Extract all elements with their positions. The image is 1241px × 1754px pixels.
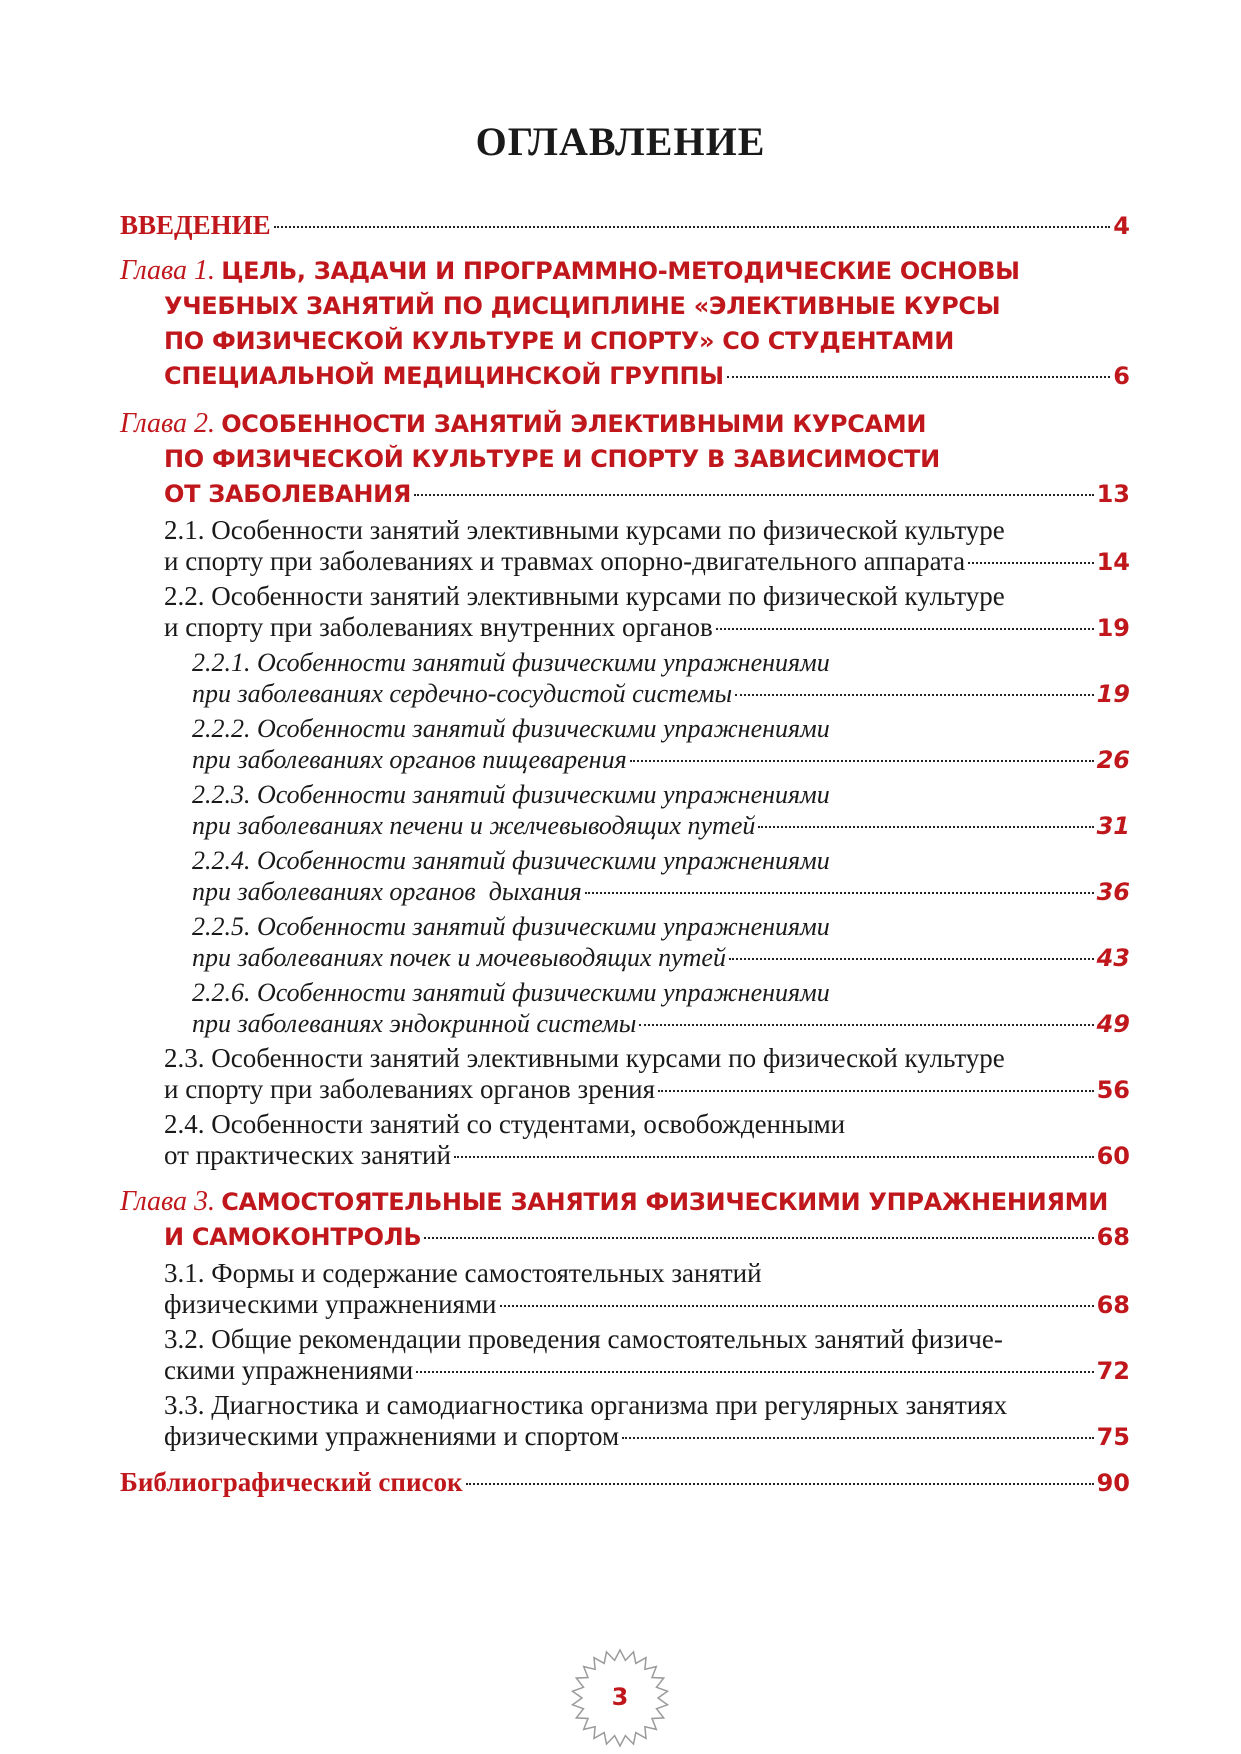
toc-page-number: 43 — [1096, 944, 1130, 972]
toc-page-number: 60 — [1096, 1142, 1130, 1170]
dot-leader — [585, 892, 1094, 894]
table-of-contents — [120, 208, 1130, 1500]
toc-entry-subsection-2-2-1[interactable] — [120, 647, 1130, 710]
toc-entry-chapter-1[interactable] — [120, 253, 1130, 394]
toc-entry-section-3-2[interactable] — [120, 1324, 1130, 1387]
toc-entry-section-2-3[interactable] — [120, 1043, 1130, 1106]
chapter-prefix: Глава 2. — [120, 408, 215, 439]
toc-page-number: 19 — [1096, 614, 1130, 642]
toc-page-number: 68 — [1096, 1291, 1130, 1319]
dot-leader — [727, 376, 1110, 378]
chapter-title-line: ЦЕЛЬ, ЗАДАЧИ И ПРОГРАММНО-МЕТОДИЧЕСКИЕ ОСНОВЫ — [221, 257, 1020, 285]
section-title-line: и спорту при заболеваниях внутренних органов — [164, 612, 713, 642]
dot-leader — [716, 628, 1094, 630]
subsection-title-line: при заболеваниях органов пищеварения — [192, 745, 627, 774]
subsection-title-line: 2.2.2. Особенности занятий физическими упражнениями — [192, 714, 830, 743]
section-title-line: и спорту при заболеваниях органов зрения — [164, 1074, 656, 1104]
chapter-title-line: УЧЕБНЫХ ЗАНЯТИЙ ПО ДИСЦИПЛИНЕ «ЭЛЕКТИВНЫЕ КУРСЫ — [164, 292, 1001, 320]
toc-entry-title: ВВЕДЕНИЕ — [120, 210, 271, 240]
dot-leader — [758, 826, 1093, 828]
subsection-title-line: 2.2.3. Особенности занятий физическими упражнениями — [192, 780, 830, 809]
dot-leader — [729, 958, 1094, 960]
toc-entry-section-2-1[interactable] — [120, 515, 1130, 578]
toc-entry-section-2-4[interactable] — [120, 1109, 1130, 1172]
toc-entry-section-3-3[interactable] — [120, 1390, 1130, 1453]
toc-page-number: 13 — [1096, 480, 1130, 508]
dot-leader — [454, 1156, 1094, 1158]
section-title-line: 2.4. Особенности занятий со студентами, освобожденными — [164, 1109, 846, 1139]
dot-leader — [622, 1437, 1094, 1439]
dot-leader — [630, 760, 1094, 762]
section-title-line: 2.3. Особенности занятий элективными курсами по физической культуре — [164, 1043, 1005, 1073]
section-title-line: 3.2. Общие рекомендации проведения самостоятельных занятий физиче- — [164, 1324, 1003, 1354]
dot-leader — [500, 1305, 1094, 1307]
toc-page-number: 72 — [1096, 1357, 1130, 1385]
subsection-title-line: 2.2.6. Особенности занятий физическими упражнениями — [192, 978, 830, 1007]
section-title-line: физическими упражнениями и спортом — [164, 1421, 620, 1451]
subsection-title-line: при заболеваниях эндокринной системы — [192, 1009, 637, 1038]
toc-entry-subsection-2-2-4[interactable] — [120, 845, 1130, 908]
toc-page-number: 14 — [1096, 548, 1130, 576]
subsection-title-line: 2.2.4. Особенности занятий физическими упражнениями — [192, 846, 830, 875]
subsection-title-line: при заболеваниях сердечно-сосудистой системы — [192, 679, 733, 708]
chapter-title-line: ОСОБЕННОСТИ ЗАНЯТИЙ ЭЛЕКТИВНЫМИ КУРСАМИ — [221, 410, 927, 438]
section-title-line: 3.1. Формы и содержание самостоятельных занятий — [164, 1258, 762, 1288]
subsection-title-line: при заболеваниях почек и мочевыводящих путей — [192, 943, 726, 972]
chapter-title-line: И САМОКОНТРОЛЬ — [164, 1223, 422, 1251]
toc-entry-chapter-3[interactable] — [120, 1184, 1130, 1255]
toc-page-number: 4 — [1113, 212, 1130, 240]
toc-page-number: 19 — [1096, 680, 1130, 708]
toc-page-number: 68 — [1096, 1223, 1130, 1251]
section-title-line: 3.3. Диагностика и самодиагностика организма при регулярных занятиях — [164, 1390, 1008, 1420]
toc-page-number: 56 — [1096, 1076, 1130, 1104]
toc-entry-bibliography[interactable] — [120, 1465, 1130, 1500]
toc-entry-subsection-2-2-5[interactable] — [120, 911, 1130, 974]
toc-page-number: 26 — [1096, 746, 1130, 774]
toc-entry-subsection-2-2-2[interactable] — [120, 713, 1130, 776]
dot-leader — [639, 1024, 1093, 1026]
chapter-title-line: САМОСТОЯТЕЛЬНЫЕ ЗАНЯТИЯ ФИЗИЧЕСКИМИ УПРАЖНЕНИЯМИ — [221, 1188, 1109, 1216]
section-title-line: скими упражнениями — [164, 1355, 414, 1385]
section-title-line: от практических занятий — [164, 1140, 451, 1170]
chapter-title-line: ПО ФИЗИЧЕСКОЙ КУЛЬТУРЕ И СПОРТУ» СО СТУДЕНТАМИ — [164, 327, 954, 355]
section-title-line: физическими упражнениями — [164, 1289, 497, 1319]
chapter-prefix: Глава 3. — [120, 1186, 215, 1217]
chapter-title-line: ОТ ЗАБОЛЕВАНИЯ — [164, 480, 412, 508]
subsection-title-line: 2.2.1. Особенности занятий физическими упражнениями — [192, 648, 830, 677]
section-title-line: и спорту при заболеваниях и травмах опорно-двигательного аппарата — [164, 546, 966, 576]
toc-entry-title: Библиографический список — [120, 1467, 463, 1497]
toc-entry-subsection-2-2-3[interactable] — [120, 779, 1130, 842]
toc-entry-subsection-2-2-6[interactable] — [120, 977, 1130, 1040]
section-title-line: 2.2. Особенности занятий элективными курсами по физической культуре — [164, 581, 1005, 611]
page-title: ОГЛАВЛЕНИЕ — [475, 119, 766, 164]
toc-page-number: 75 — [1096, 1423, 1130, 1451]
chapter-title-line: ПО ФИЗИЧЕСКОЙ КУЛЬТУРЕ И СПОРТУ В ЗАВИСИМОСТИ — [164, 445, 940, 473]
dot-leader — [735, 694, 1094, 696]
section-title-line: 2.1. Особенности занятий элективными курсами по физической культуре — [164, 515, 1005, 545]
toc-entry-chapter-2[interactable] — [120, 406, 1130, 512]
dot-leader — [274, 226, 1111, 228]
page-number: 3 — [611, 1683, 629, 1711]
toc-entry-section-3-1[interactable] — [120, 1258, 1130, 1321]
subsection-title-line: 2.2.5. Особенности занятий физическими упражнениями — [192, 912, 830, 941]
dot-leader — [968, 562, 1094, 564]
toc-entry-intro[interactable] — [120, 208, 1130, 243]
toc-page-number: 31 — [1096, 812, 1130, 840]
toc-page-number: 90 — [1096, 1469, 1130, 1497]
subsection-title-line: при заболеваниях органов дыхания — [192, 877, 582, 906]
toc-entry-section-2-2[interactable] — [120, 581, 1130, 644]
chapter-title-line: СПЕЦИАЛЬНОЙ МЕДИЦИНСКОЙ ГРУППЫ — [164, 362, 724, 390]
dot-leader — [658, 1090, 1094, 1092]
dot-leader — [416, 1371, 1093, 1373]
dot-leader — [414, 494, 1093, 496]
toc-page-number: 36 — [1096, 878, 1130, 906]
subsection-title-line: при заболеваниях печени и желчевыводящих путей — [192, 811, 756, 840]
chapter-prefix: Глава 1. — [120, 255, 215, 286]
toc-page-number: 6 — [1113, 362, 1130, 390]
dot-leader — [424, 1237, 1093, 1239]
dot-leader — [466, 1483, 1094, 1485]
toc-page-number: 49 — [1096, 1010, 1130, 1038]
